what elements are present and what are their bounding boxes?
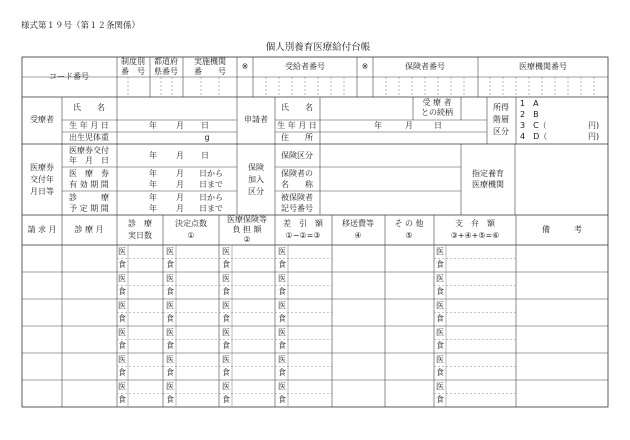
valid-until-month: 月	[176, 180, 184, 189]
income-class-label-line2: 階層	[493, 115, 509, 124]
row-5-points-food: 食	[166, 368, 174, 377]
mark-asterisk-1: ※	[241, 62, 249, 71]
form-code: 様式第１９号（第１２条関係）	[21, 21, 141, 31]
row-5-deduction-med: 医	[278, 355, 286, 364]
applicant-dob-day: 日	[434, 121, 442, 130]
row-1-days-food: 食	[118, 260, 126, 269]
form-title: 個人別養育医療給付台帳	[265, 42, 371, 53]
row-6-days-food: 食	[118, 395, 126, 404]
applicant-section-label: 申請者	[244, 115, 268, 124]
insurance-section-label-line1: 保険	[248, 163, 264, 172]
agency-number-label-line2: 番 号	[194, 67, 226, 76]
row-5-payment-med: 医	[436, 355, 444, 364]
row-1-deduction-food: 食	[278, 260, 286, 269]
ticket-valid-period-label-line1: 医 療 券	[69, 169, 109, 178]
column-remarks: 備 考	[542, 225, 582, 234]
row-2-burden-med: 医	[222, 274, 230, 283]
valid-from-year: 年	[149, 169, 157, 178]
valid-from-month: 月	[176, 169, 184, 178]
row-4-days-med: 医	[118, 328, 126, 337]
column-payment-line1: 支 弁 額	[455, 219, 495, 228]
applicant-name-label: 氏 名	[281, 103, 313, 112]
system-number-label-line1: 制度別	[121, 57, 145, 66]
ticket-section-label-line3: 月日等	[30, 187, 54, 196]
insurer-number-label: 保険者番号	[405, 62, 445, 71]
row-6-deduction-food: 食	[278, 395, 286, 404]
income-class-option-c: 3 C（	[520, 121, 547, 130]
patient-dob-month: 月	[176, 121, 184, 130]
row-3-days-food: 食	[118, 314, 126, 323]
row-4-deduction-food: 食	[278, 341, 286, 350]
row-2-points-med: 医	[166, 274, 174, 283]
row-4-burden-food: 食	[222, 341, 230, 350]
ticket-section-label-line1: 医療券	[30, 163, 54, 172]
row-5-burden-food: 食	[222, 368, 230, 377]
treatment-until-month: 月	[176, 204, 184, 213]
ticket-issue-day: 日	[201, 151, 209, 160]
applicant-dob-label: 生 年 月 日	[277, 121, 317, 130]
patient-dob-year: 年	[149, 121, 157, 130]
column-decided-points-line1: 決定点数	[175, 219, 207, 228]
applicant-dob-year: 年	[374, 121, 382, 130]
row-2-points-food: 食	[166, 287, 174, 296]
mark-asterisk-2: ※	[361, 62, 369, 71]
column-deduction-line1: 差 引 額	[283, 219, 323, 228]
row-1-burden-food: 食	[222, 260, 230, 269]
birth-weight-unit: g	[204, 133, 210, 142]
column-treatment-days-line1: 診 療	[128, 219, 152, 228]
row-2-burden-food: 食	[222, 287, 230, 296]
row-2-deduction-food: 食	[278, 287, 286, 296]
patient-dob-label: 生 年 月 日	[69, 121, 109, 130]
treatment-from-month: 月	[176, 193, 184, 202]
valid-until-year: 年	[149, 180, 157, 189]
ticket-issue-date-label-line1: 医療券交付	[69, 146, 109, 155]
insurance-section-label-line2: 加入	[248, 175, 264, 184]
treatment-period-label-line1: 診 療	[69, 193, 109, 202]
column-transport-line1: 移送費等	[342, 219, 374, 228]
insured-number-label-line1: 被保険者	[281, 193, 313, 202]
income-class-option-a: 1 A	[520, 99, 539, 108]
address-label: 住 所	[281, 133, 313, 142]
row-3-days-med: 医	[118, 301, 126, 310]
ticket-issue-year: 年	[149, 151, 157, 160]
row-5-points-med: 医	[166, 355, 174, 364]
row-4-burden-med: 医	[222, 328, 230, 337]
patient-section-label: 受療者	[30, 115, 54, 124]
treatment-period-label-line2: 予 定 期 間	[69, 204, 109, 213]
insurance-section-label-line3: 区分	[248, 187, 264, 196]
relationship-label-line1: 受 療 者	[422, 98, 452, 107]
row-1-days-med: 医	[118, 247, 126, 256]
row-1-points-med: 医	[166, 247, 174, 256]
row-1-payment-med: 医	[436, 247, 444, 256]
designated-facility-label-line2: 医療機関	[472, 180, 504, 189]
column-insurance-burden-line1: 医療保険等	[227, 215, 267, 224]
treatment-from-day: 日から	[199, 193, 223, 202]
ticket-section-label-line2: 交付年	[30, 175, 54, 184]
row-5-burden-med: 医	[222, 355, 230, 364]
prefecture-number-label-line1: 都道府	[154, 57, 178, 66]
relationship-label-line2: との続柄	[421, 108, 453, 117]
applicant-dob-month: 月	[405, 121, 413, 130]
income-class-option-b: 2 B	[520, 110, 539, 119]
income-class-label-line3: 区分	[493, 127, 509, 136]
row-2-days-food: 食	[118, 287, 126, 296]
row-6-payment-med: 医	[436, 382, 444, 391]
birth-weight-label: 出生児体重	[69, 133, 109, 142]
row-3-payment-food: 食	[436, 314, 444, 323]
row-4-payment-med: 医	[436, 328, 444, 337]
row-4-payment-food: 食	[436, 341, 444, 350]
income-class-yen-c: 円)	[588, 121, 600, 130]
column-payment-line2: ③+④+⑤=⑥	[450, 231, 500, 240]
column-treatment-month: 診 療 月	[74, 225, 104, 234]
patient-name-label: 氏 名	[73, 103, 105, 112]
column-deduction-line2: ①−②=③	[285, 231, 321, 240]
treatment-until-day: 日まで	[199, 204, 223, 213]
income-class-yen-d: 円)	[588, 132, 600, 141]
row-3-burden-med: 医	[222, 301, 230, 310]
row-1-points-food: 食	[166, 260, 174, 269]
row-4-points-med: 医	[166, 328, 174, 337]
row-2-deduction-med: 医	[278, 274, 286, 283]
row-3-deduction-food: 食	[278, 314, 286, 323]
row-1-burden-med: 医	[222, 247, 230, 256]
row-5-deduction-food: 食	[278, 368, 286, 377]
row-6-points-med: 医	[166, 382, 174, 391]
column-decided-points-line2: ①	[187, 231, 195, 240]
column-treatment-days-line2: 実日数	[128, 231, 152, 240]
treatment-until-year: 年	[149, 204, 157, 213]
row-5-days-food: 食	[118, 368, 126, 377]
row-6-payment-food: 食	[436, 395, 444, 404]
row-1-payment-food: 食	[436, 260, 444, 269]
column-other-line1: そ の 他	[394, 219, 424, 228]
row-2-payment-med: 医	[436, 274, 444, 283]
row-1-deduction-med: 医	[278, 247, 286, 256]
row-3-deduction-med: 医	[278, 301, 286, 310]
row-2-payment-food: 食	[436, 287, 444, 296]
row-6-deduction-med: 医	[278, 382, 286, 391]
row-4-points-food: 食	[166, 341, 174, 350]
insurer-name-label-line2: 名 称	[281, 180, 313, 189]
row-3-burden-food: 食	[222, 314, 230, 323]
row-6-burden-food: 食	[222, 395, 230, 404]
ticket-valid-period-label-line2: 有 効 期 間	[69, 180, 109, 189]
system-number-label-line2: 番 号	[121, 67, 145, 76]
column-transport-line2: ④	[354, 231, 362, 240]
row-6-days-med: 医	[118, 382, 126, 391]
valid-from-day: 日から	[199, 169, 223, 178]
facility-number-label: 医療機関番号	[519, 62, 567, 71]
insured-number-label-line2: 記号番号	[281, 204, 313, 213]
recipient-number-label: 受給者番号	[285, 62, 325, 71]
row-4-days-food: 食	[118, 341, 126, 350]
column-insurance-burden-line3: ②	[243, 235, 251, 244]
prefecture-number-label-line2: 県番号	[154, 67, 178, 76]
row-5-payment-food: 食	[436, 368, 444, 377]
row-2-days-med: 医	[118, 274, 126, 283]
row-5-days-med: 医	[118, 355, 126, 364]
row-3-points-med: 医	[166, 301, 174, 310]
column-billing-month: 請 求 月	[27, 225, 57, 234]
row-4-deduction-med: 医	[278, 328, 286, 337]
valid-until-day: 日まで	[199, 180, 223, 189]
income-class-label-line1: 所得	[493, 103, 509, 112]
row-6-points-food: 食	[166, 395, 174, 404]
insurance-kind-label: 保険区分	[281, 151, 313, 160]
row-6-burden-med: 医	[222, 382, 230, 391]
code-number-label: コード番号	[49, 72, 89, 81]
income-class-option-d: 4 D（	[520, 132, 548, 141]
ticket-issue-date-label-line2: 年 月 日	[69, 156, 109, 165]
row-3-points-food: 食	[166, 314, 174, 323]
insurer-name-label-line1: 保険者の	[281, 169, 313, 178]
designated-facility-label-line1: 指定養育	[472, 169, 504, 178]
agency-number-label-line1: 実施機関	[194, 57, 226, 66]
patient-dob-day: 日	[201, 121, 209, 130]
row-3-payment-med: 医	[436, 301, 444, 310]
column-insurance-burden-line2: 負 担 額	[232, 225, 262, 234]
treatment-from-year: 年	[149, 193, 157, 202]
ticket-issue-month: 月	[176, 151, 184, 160]
column-other-line2: ⑤	[405, 231, 413, 240]
